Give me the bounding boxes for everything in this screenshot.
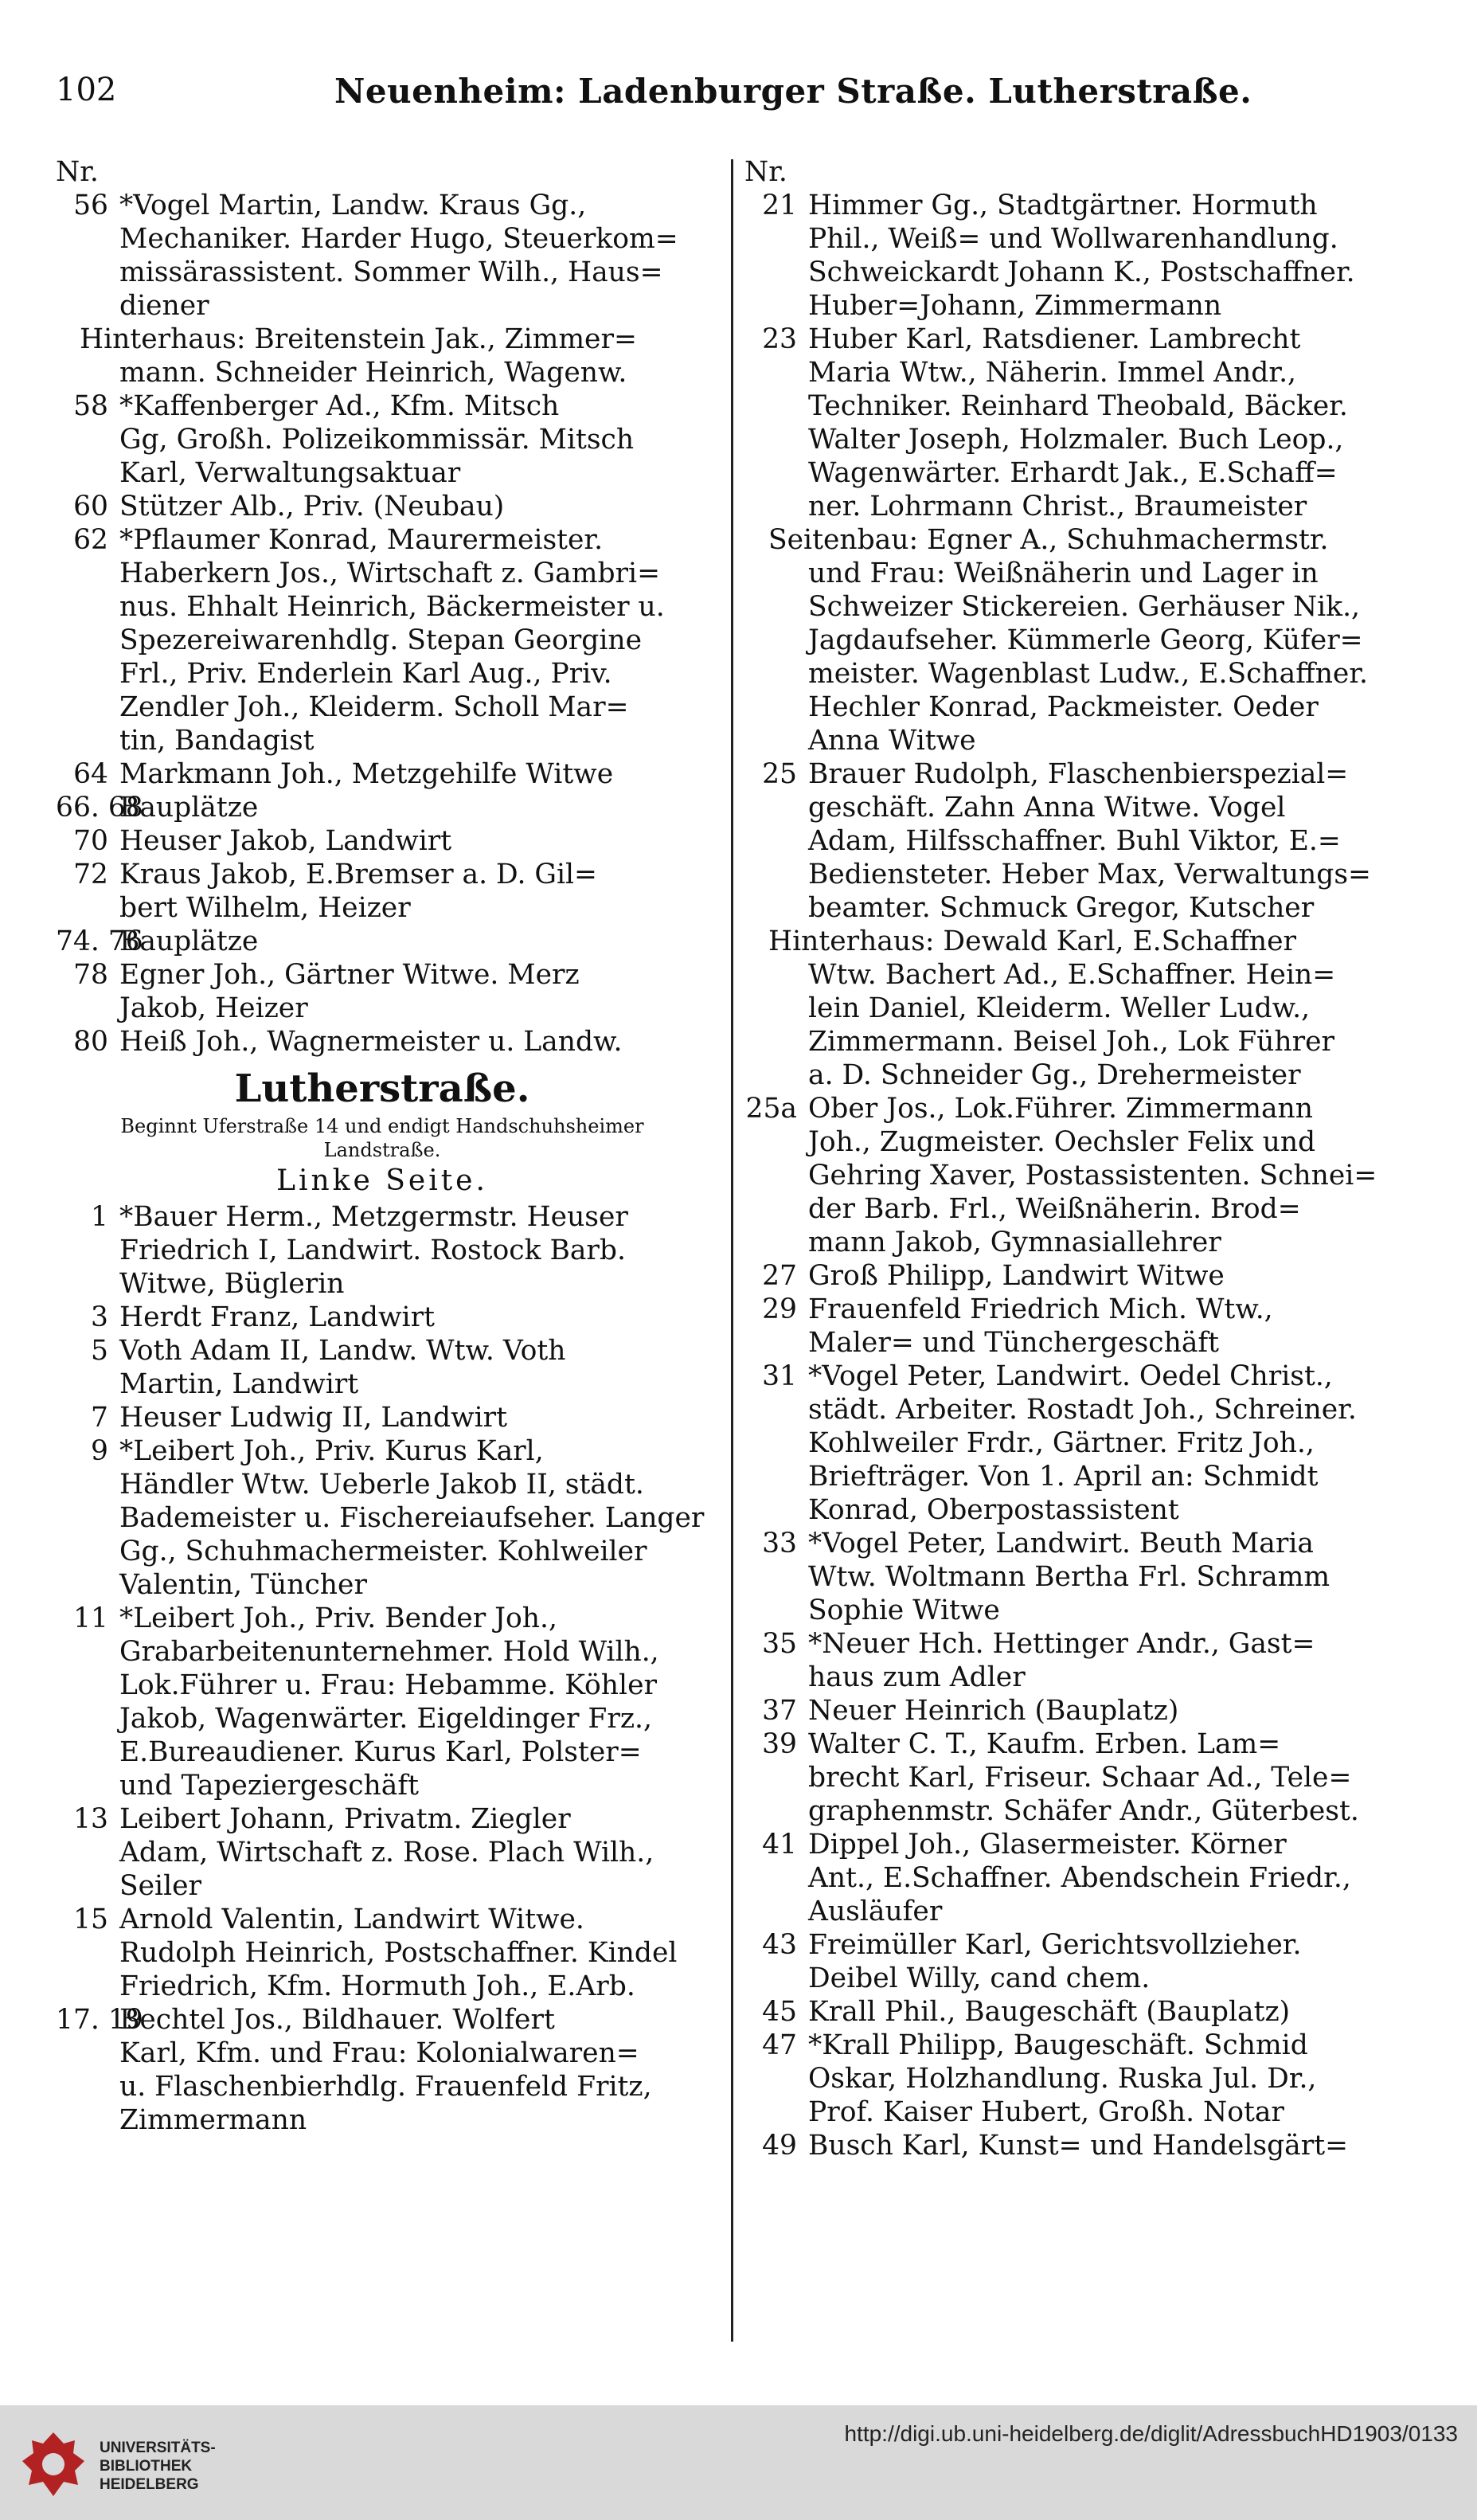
- entry-continuation-line: lein Daniel, Kleiderm. Weller Ludw.,: [808, 992, 1311, 1024]
- address-entry: [56, 1903, 709, 2003]
- address-entry: [744, 1828, 1397, 1928]
- house-number: 49: [762, 2130, 797, 2162]
- entry-first-line: [56, 1334, 709, 1368]
- address-entry: [56, 824, 709, 858]
- entry-continuation-line: Wtw. Bachert Ad., E.Schaffner. Hein=: [808, 959, 1336, 991]
- address-entry: [744, 1092, 1397, 1259]
- address-entry: [56, 189, 709, 323]
- house-number: 5: [91, 1335, 108, 1367]
- house-number: 23: [762, 323, 797, 355]
- address-entry: [56, 757, 709, 791]
- entry-text: Freimüller Karl, Gerichtsvollzieher.: [808, 1929, 1302, 1961]
- entry-continuation-line: und Tapeziergeschäft: [119, 1770, 419, 1802]
- running-title: Neuenheim: Ladenburger Straße. Lutherstraße.: [334, 72, 1252, 111]
- entry-first-line: [56, 791, 709, 824]
- entry-text: *Leibert Joh., Priv. Kurus Karl,: [119, 1435, 544, 1467]
- address-entry: [56, 1200, 709, 1301]
- entry-text: *Pflaumer Konrad, Maurermeister.: [119, 524, 604, 556]
- entry-continuation-line: Kohlweiler Frdr., Gärtner. Fritz Joh.,: [808, 1427, 1315, 1459]
- entry-first-line: [56, 1200, 709, 1234]
- house-number: 1: [91, 1201, 108, 1233]
- street-section-note: Beginnt Uferstraße 14 und endigt Handschuhsheimer Landstraße.: [120, 1115, 644, 1161]
- column-header-nr: Nr.: [56, 156, 99, 188]
- entry-continuation-line: Gg, Großh. Polizeikommissär. Mitsch: [119, 424, 635, 456]
- address-entry: [744, 1259, 1397, 1293]
- entry-text: Neuer Heinrich (Bauplatz): [808, 1695, 1179, 1727]
- entry-text: Kraus Jakob, E.Bremser a. D. Gil=: [119, 859, 597, 890]
- house-number: 58: [73, 390, 108, 422]
- entry-first-line: [56, 1903, 709, 1936]
- entry-first-line: [56, 824, 709, 858]
- entry-first-line: [744, 1828, 1397, 1861]
- address-entry: [56, 1401, 709, 1434]
- house-number: 62: [73, 524, 108, 556]
- entry-first-line: [56, 757, 709, 791]
- entry-text: *Kaffenberger Ad., Kfm. Mitsch: [119, 390, 560, 422]
- entry-continuation-line: Martin, Landwirt: [119, 1368, 359, 1400]
- library-name-line: HEIDELBERG: [100, 2476, 199, 2493]
- entry-continuation-line: Witwe, Büglerin: [119, 1268, 345, 1300]
- address-entry: [744, 189, 1397, 323]
- entry-continuation-line: diener: [119, 290, 209, 322]
- house-number: 72: [73, 859, 108, 890]
- entry-first-line: [56, 1802, 709, 1836]
- footer-bar: [0, 2405, 1477, 2520]
- right-column: [744, 155, 1397, 2162]
- address-entry: [744, 1527, 1397, 1627]
- entry-continuation-line: Händler Wtw. Ueberle Jakob II, städt.: [119, 1469, 644, 1501]
- left-column: [56, 155, 709, 2137]
- entry-continuation-line: brecht Karl, Friseur. Schaar Ad., Tele=: [808, 1762, 1352, 1794]
- entry-continuation-line: Zendler Joh., Kleiderm. Scholl Mar=: [119, 691, 629, 723]
- entry-text: Busch Karl, Kunst= und Handelsgärt=: [808, 2130, 1349, 2162]
- source-url-link[interactable]: http://digi.ub.uni-heidelberg.de/diglit/AdressbuchHD1903/0133: [844, 2421, 1458, 2446]
- library-name-line: UNIVERSITÄTS-: [100, 2440, 216, 2456]
- address-entry: [744, 757, 1397, 925]
- entry-text: Heuser Ludwig II, Landwirt: [119, 1402, 508, 1434]
- address-entry: [56, 958, 709, 1025]
- entry-continuation-line: Wagenwärter. Erhardt Jak., E.Schaff=: [808, 457, 1338, 489]
- address-entry: [56, 1025, 709, 1058]
- house-number: 21: [762, 190, 797, 221]
- library-name: [100, 2439, 216, 2494]
- house-number: 9: [91, 1435, 108, 1467]
- address-entry: [744, 1728, 1397, 1828]
- entry-continuation-line: Phil., Weiß= und Wollwarenhandlung.: [808, 223, 1338, 255]
- entry-continuation-line: Deibel Willy, cand chem.: [808, 1962, 1151, 1994]
- entry-continuation-line: bert Wilhelm, Heizer: [119, 892, 411, 924]
- entry-first-line: [56, 523, 709, 557]
- entry-continuation-line: Zimmermann: [119, 2104, 307, 2136]
- entry-text: Bauplätze: [119, 792, 259, 824]
- house-number: 41: [762, 1829, 797, 1861]
- entry-continuation-line: Hinterhaus: Dewald Karl, E.Schaffner: [768, 925, 1297, 957]
- entry-continuation-line: Friedrich, Kfm. Hormuth Joh., E.Arb.: [119, 1970, 635, 2002]
- entry-text: Heuser Jakob, Landwirt: [119, 825, 452, 857]
- entry-continuation-line: Jagdaufseher. Kümmerle Georg, Küfer=: [808, 624, 1363, 656]
- entry-text: Voth Adam II, Landw. Wtw. Voth: [119, 1335, 566, 1367]
- entry-continuation-line: Jakob, Wagenwärter. Eigeldinger Frz.,: [119, 1703, 652, 1735]
- entry-first-line: [56, 490, 709, 523]
- entry-first-line: [744, 2029, 1397, 2062]
- address-entry: [56, 1602, 709, 1802]
- entry-first-line: [56, 858, 709, 891]
- entry-continuation-line: u. Flaschenbierhdlg. Frauenfeld Fritz,: [119, 2071, 652, 2103]
- entry-first-line: [56, 958, 709, 992]
- entry-continuation-line: graphenmstr. Schäfer Andr., Güterbest.: [808, 1795, 1359, 1827]
- entry-text: Heiß Joh., Wagnermeister u. Landw.: [119, 1026, 623, 1058]
- entry-text: Ober Jos., Lok.Führer. Zimmermann: [808, 1093, 1313, 1125]
- entry-continuation-line: Jakob, Heizer: [119, 992, 308, 1024]
- house-number: 31: [762, 1360, 797, 1392]
- house-number: 7: [91, 1402, 108, 1434]
- entry-first-line: [744, 323, 1397, 356]
- entry-continuation-line: Valentin, Tüncher: [119, 1569, 367, 1601]
- house-number: 70: [73, 825, 108, 857]
- entry-text: Dippel Joh., Glasermeister. Körner: [808, 1829, 1287, 1861]
- entry-continuation-line: Wtw. Woltmann Bertha Frl. Schramm: [808, 1561, 1330, 1593]
- house-number: 3: [91, 1301, 108, 1333]
- entry-continuation-line: der Barb. Frl., Weißnäherin. Brod=: [808, 1193, 1301, 1225]
- address-entry: [744, 2129, 1397, 2162]
- address-entry: [56, 1434, 709, 1602]
- house-number: 80: [73, 1026, 108, 1058]
- address-entry: [56, 858, 709, 925]
- entry-first-line: [56, 2003, 709, 2037]
- house-number: 43: [762, 1929, 797, 1961]
- address-entry: [56, 2003, 709, 2137]
- column-divider: [731, 159, 733, 2342]
- entry-continuation-line: Joh., Zugmeister. Oechsler Felix und: [808, 1126, 1316, 1158]
- house-number: 37: [762, 1695, 797, 1727]
- entry-first-line: [56, 1434, 709, 1468]
- entry-continuation-line: Konrad, Oberpostassistent: [808, 1494, 1179, 1526]
- entry-first-line: [744, 1995, 1397, 2029]
- entry-continuation-line: Frl., Priv. Enderlein Karl Aug., Priv.: [119, 658, 612, 690]
- entry-first-line: [56, 1301, 709, 1334]
- entry-continuation-line: geschäft. Zahn Anna Witwe. Vogel: [808, 792, 1286, 824]
- entry-first-line: [744, 1259, 1397, 1293]
- street-section-title: Lutherstraße.: [234, 1066, 530, 1111]
- entry-text: Walter C. T., Kaufm. Erben. Lam=: [808, 1728, 1281, 1760]
- street-side-heading: Linke Seite.: [276, 1164, 488, 1197]
- address-entry: [56, 323, 709, 389]
- entry-continuation-line: mann Jakob, Gymnasiallehrer: [808, 1227, 1221, 1258]
- entry-first-line: [744, 1928, 1397, 1962]
- entry-text: Egner Joh., Gärtner Witwe. Merz: [119, 959, 580, 991]
- entry-first-line: [56, 925, 709, 958]
- entry-text: Markmann Joh., Metzgehilfe Witwe: [119, 758, 614, 790]
- address-entry: [56, 791, 709, 824]
- entry-text: *Leibert Joh., Priv. Bender Joh.,: [119, 1602, 557, 1634]
- entry-continuation-line: Bediensteter. Heber Max, Verwaltungs=: [808, 859, 1371, 890]
- entry-text: Leibert Johann, Privatm. Ziegler: [119, 1803, 571, 1835]
- entry-continuation-line: Briefträger. Von 1. April an: Schmidt: [808, 1461, 1319, 1493]
- entry-text: Himmer Gg., Stadtgärtner. Hormuth: [808, 190, 1318, 221]
- entry-first-line: [744, 1627, 1397, 1661]
- page-header: [56, 72, 1417, 119]
- entry-first-line: [744, 1293, 1397, 1326]
- entry-continuation-line: Karl, Kfm. und Frau: Kolonialwaren=: [119, 2037, 639, 2069]
- entry-text: Brauer Rudolph, Flaschenbierspezial=: [808, 758, 1349, 790]
- house-number: 15: [73, 1904, 108, 1935]
- address-entry: [744, 1694, 1397, 1728]
- entry-text: Bechtel Jos., Bildhauer. Wolfert: [119, 2004, 555, 2036]
- house-number: 39: [762, 1728, 797, 1760]
- house-number: 27: [762, 1260, 797, 1292]
- entry-continuation-line: Ant., E.Schaffner. Abendschein Friedr.,: [808, 1862, 1351, 1894]
- entry-continuation-line: Friedrich I, Landwirt. Rostock Barb.: [119, 1235, 626, 1266]
- entry-first-line: [744, 757, 1397, 791]
- entry-continuation-line: Seitenbau: Egner A., Schuhmachermstr.: [768, 524, 1329, 556]
- house-number: 29: [762, 1293, 797, 1325]
- entry-continuation-line: und Frau: Weißnäherin und Lager in: [808, 558, 1319, 589]
- entry-text: Herdt Franz, Landwirt: [119, 1301, 435, 1333]
- entry-continuation-line: Anna Witwe: [808, 725, 976, 757]
- entry-continuation-line: Walter Joseph, Holzmaler. Buch Leop.,: [808, 424, 1344, 456]
- address-entry: [744, 523, 1397, 757]
- address-entry: [744, 1928, 1397, 1995]
- entry-text: *Vogel Martin, Landw. Kraus Gg.,: [119, 190, 587, 221]
- entry-continuation-line: Hechler Konrad, Packmeister. Oeder: [808, 691, 1319, 723]
- house-number: 60: [73, 491, 108, 522]
- entry-text: *Neuer Hch. Hettinger Andr., Gast=: [808, 1628, 1315, 1660]
- house-number: 47: [762, 2029, 797, 2061]
- entry-continuation-line: Rudolph Heinrich, Postschaffner. Kindel: [119, 1937, 678, 1969]
- entry-text: *Vogel Peter, Landwirt. Oedel Christ.,: [808, 1360, 1333, 1392]
- entry-continuation-line: Adam, Wirtschaft z. Rose. Plach Wilh.,: [119, 1837, 654, 1868]
- house-number: 35: [762, 1628, 797, 1660]
- entry-continuation-line: Gehring Xaver, Postassistenten. Schnei=: [808, 1160, 1377, 1192]
- address-entry: [744, 1293, 1397, 1360]
- entry-continuation-line: Zimmermann. Beisel Joh., Lok Führer: [808, 1026, 1334, 1058]
- entry-first-line: [744, 1360, 1397, 1393]
- entry-continuation-line: Grabarbeitenunternehmer. Hold Wilh.,: [119, 1636, 659, 1668]
- house-number: 64: [73, 758, 108, 790]
- entry-continuation-line: Mechaniker. Harder Hugo, Steuerkom=: [119, 223, 678, 255]
- entry-continuation-line: Maria Wtw., Näherin. Immel Andr.,: [808, 357, 1297, 389]
- house-number: 13: [73, 1803, 108, 1835]
- address-entry: [744, 323, 1397, 523]
- house-number: 56: [73, 190, 108, 221]
- entry-continuation-line: Hinterhaus: Breitenstein Jak., Zimmer=: [80, 323, 637, 355]
- address-entry: [56, 523, 709, 757]
- house-number: 74. 76: [56, 925, 143, 957]
- entry-continuation-line: missärassistent. Sommer Wilh., Haus=: [119, 256, 663, 288]
- entry-continuation-line: a. D. Schneider Gg., Drehermeister: [808, 1059, 1301, 1091]
- entry-first-line: [744, 2129, 1397, 2162]
- house-number: 45: [762, 1996, 797, 2028]
- entry-first-line: [744, 1092, 1397, 1125]
- house-number: 25: [762, 758, 797, 790]
- column-header-nr: Nr.: [744, 156, 787, 188]
- address-entry: [56, 490, 709, 523]
- entry-continuation-line: städt. Arbeiter. Rostadt Joh., Schreiner.: [808, 1394, 1357, 1426]
- entry-continuation-line: Spezereiwarenhdlg. Stepan Georgine: [119, 624, 643, 656]
- entry-continuation-line: Huber=Johann, Zimmermann: [808, 290, 1222, 322]
- entry-continuation-line: Bademeister u. Fischereiaufseher. Langer: [119, 1502, 705, 1534]
- entry-continuation-line: beamter. Schmuck Gregor, Kutscher: [808, 892, 1315, 924]
- entry-text: Frauenfeld Friedrich Mich. Wtw.,: [808, 1293, 1273, 1325]
- entry-continuation-line: Ausläufer: [808, 1896, 943, 1927]
- entry-continuation-line: meister. Wagenblast Ludw., E.Schaffner.: [808, 658, 1369, 690]
- entry-continuation-line: Karl, Verwaltungsaktuar: [119, 457, 461, 489]
- address-entry: [744, 925, 1397, 1092]
- address-entry: [744, 2029, 1397, 2129]
- entry-continuation-line: ner. Lohrmann Christ., Braumeister: [808, 491, 1307, 522]
- entry-first-line: [56, 1602, 709, 1635]
- entry-continuation-line: Sophie Witwe: [808, 1595, 1000, 1626]
- house-number: 66. 68: [56, 792, 143, 824]
- entry-continuation-line: Lok.Führer u. Frau: Hebamme. Köhler: [119, 1669, 657, 1701]
- house-number: 11: [73, 1602, 108, 1634]
- entry-continuation-line: E.Bureaudiener. Kurus Karl, Polster=: [119, 1736, 642, 1768]
- entry-continuation-line: Prof. Kaiser Hubert, Großh. Notar: [808, 2096, 1284, 2128]
- entry-first-line: [744, 1728, 1397, 1761]
- entry-first-line: [744, 1694, 1397, 1728]
- address-entry: [56, 925, 709, 958]
- entry-continuation-line: haus zum Adler: [808, 1661, 1026, 1693]
- entry-continuation-line: Maler= und Tünchergeschäft: [808, 1327, 1220, 1359]
- house-number: 78: [73, 959, 108, 991]
- house-number: 25a: [745, 1093, 797, 1125]
- entry-text: Huber Karl, Ratsdiener. Lambrecht: [808, 323, 1301, 355]
- address-entry: [744, 1995, 1397, 2029]
- entry-continuation-line: Gg., Schuhmachermeister. Kohlweiler: [119, 1536, 647, 1567]
- entry-continuation-line: Schweickardt Johann K., Postschaffner.: [808, 256, 1355, 288]
- entry-text: *Vogel Peter, Landwirt. Beuth Maria: [808, 1528, 1314, 1559]
- address-entry: [744, 1360, 1397, 1527]
- entry-first-line: [744, 189, 1397, 222]
- entry-continuation-line: Haberkern Jos., Wirtschaft z. Gambri=: [119, 558, 660, 589]
- house-number: 33: [762, 1528, 797, 1559]
- entry-text: *Krall Philipp, Baugeschäft. Schmid: [808, 2029, 1308, 2061]
- entry-continuation-line: nus. Ehhalt Heinrich, Bäckermeister u.: [119, 591, 665, 623]
- entry-text: Bauplätze: [119, 925, 259, 957]
- house-number: 17. 19: [56, 2004, 143, 2036]
- entry-continuation-line: tin, Bandagist: [119, 725, 315, 757]
- library-name-line: BIBLIOTHEK: [100, 2458, 193, 2475]
- entry-text: *Bauer Herm., Metzgermstr. Heuser: [119, 1201, 628, 1233]
- entry-first-line: [56, 1025, 709, 1058]
- entry-first-line: [56, 1401, 709, 1434]
- entry-text: Arnold Valentin, Landwirt Witwe.: [119, 1904, 584, 1935]
- entry-text: Stützer Alb., Priv. (Neubau): [119, 491, 505, 522]
- entry-continuation-line: Adam, Hilfsschaffner. Buhl Viktor, E.=: [808, 825, 1341, 857]
- page-number: 102: [56, 72, 117, 108]
- address-entry: [56, 1802, 709, 1903]
- address-entry: [56, 389, 709, 490]
- entry-continuation-line: Techniker. Reinhard Theobald, Bäcker.: [808, 390, 1348, 422]
- address-entry: [744, 1627, 1397, 1694]
- entry-continuation-line: mann. Schneider Heinrich, Wagenw.: [119, 357, 627, 389]
- entry-continuation-line: Schweizer Stickereien. Gerhäuser Nik.,: [808, 591, 1361, 623]
- entry-first-line: [744, 1527, 1397, 1560]
- entry-continuation-line: Seiler: [119, 1870, 202, 1902]
- entry-continuation-line: Oskar, Holzhandlung. Ruska Jul. Dr.,: [808, 2063, 1317, 2095]
- entry-text: Krall Phil., Baugeschäft (Bauplatz): [808, 1996, 1291, 2028]
- entry-text: Groß Philipp, Landwirt Witwe: [808, 1260, 1225, 1292]
- university-seal-icon: [18, 2429, 89, 2501]
- entry-first-line: [56, 389, 709, 423]
- address-entry: [56, 1301, 709, 1334]
- entry-first-line: [56, 189, 709, 222]
- address-entry: [56, 1334, 709, 1401]
